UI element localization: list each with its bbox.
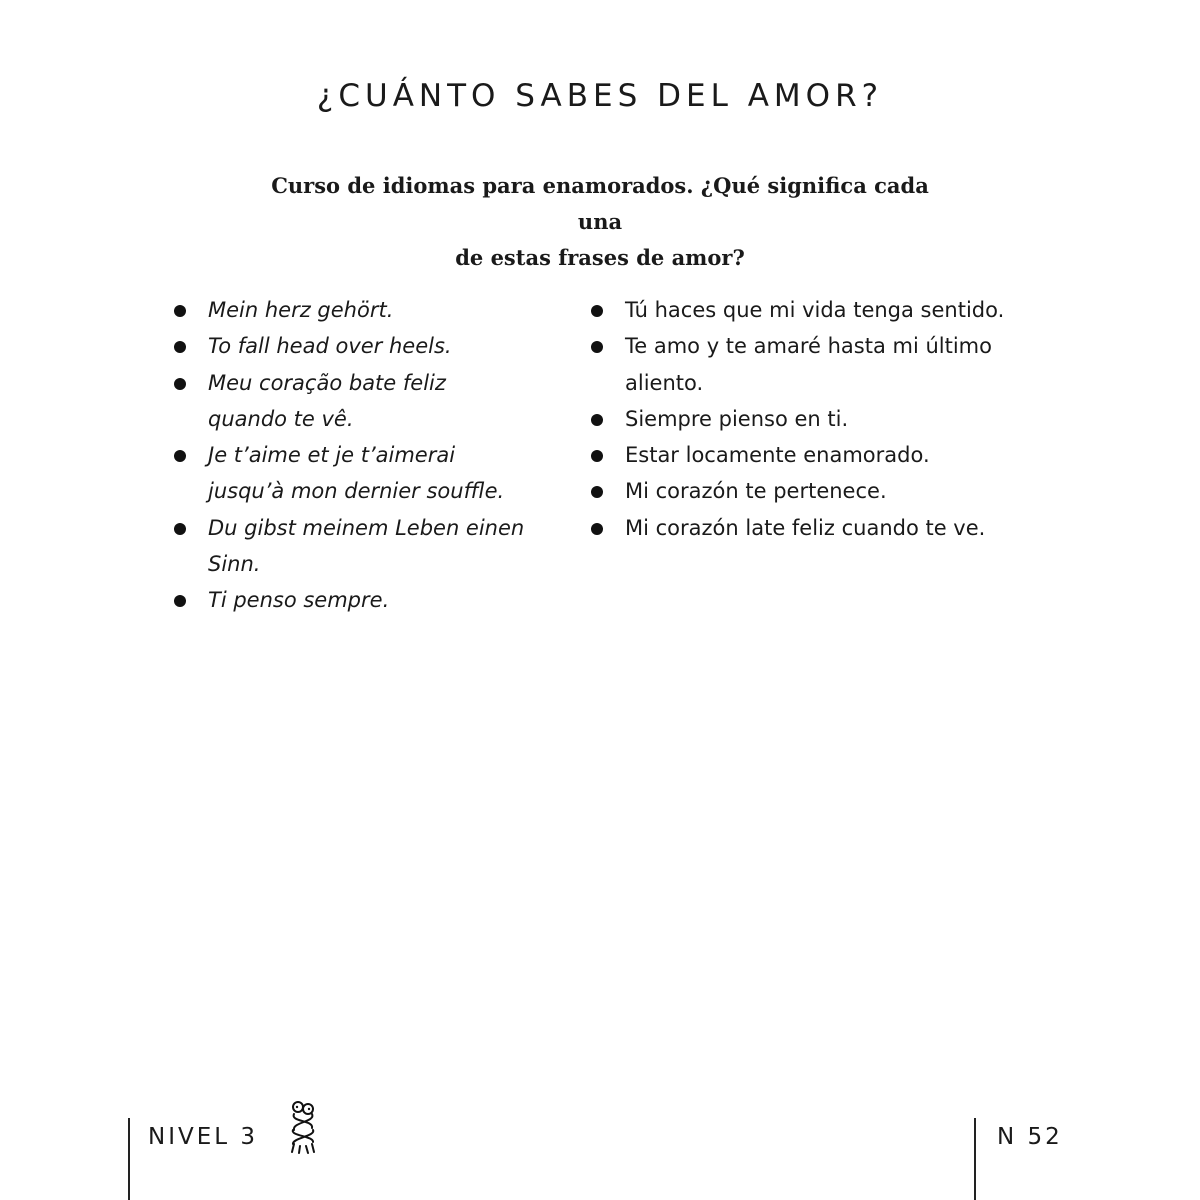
list-item [170,437,530,510]
bullet-icon [174,523,186,535]
footer-right-divider [974,1118,976,1200]
subtitle-line-1: Curso de idiomas para enamorados. ¿Qué significa cada una [271,173,929,234]
list-item [170,328,530,364]
bullet-icon [591,414,603,426]
list-item-text: Siempre pienso en ti. [625,406,849,431]
list-item-text: Ti penso sempre. [208,588,390,613]
list-item [170,582,530,618]
bullet-icon [174,341,186,353]
bullet-icon [174,595,186,607]
page-number: N 52 [997,1124,1063,1150]
list-item-text: Mi corazón late feliz cuando te ve. [625,515,986,540]
subtitle-line-2: de estas frases de amor? [455,245,745,270]
list-item [170,292,530,328]
list-item-text: Mi corazón te pertenece. [625,479,887,504]
list-item-text: Meu coração bate feliz quando te vê. [208,370,446,431]
bullet-icon [591,305,603,317]
list-item-text: Tú haces que mi vida tenga sentido. [625,298,1005,322]
page-title: ¿CUÁNTO SABES DEL AMOR? [316,78,884,114]
bullet-icon [591,523,603,535]
list-item [587,292,1047,328]
spanish-meanings-list [587,292,1047,546]
bullet-icon [591,450,603,462]
list-item-text: Je t’aime et je t’aimerai jusqu’à mon dernier souffle. [208,443,505,504]
list-item [587,473,1047,509]
bullet-icon [174,450,186,462]
footer-left-divider [128,1118,130,1200]
list-item [170,365,530,438]
list-item-text: Mein herz gehört. [208,298,394,322]
list-item-text: Du gibst meinem Leben einen Sinn. [208,515,525,577]
list-item [587,510,1047,546]
bullet-icon [174,305,186,317]
foreign-phrases-list [170,292,530,619]
list-item-text: Te amo y te amaré hasta mi último aliento. [625,334,992,395]
page-subtitle [250,168,950,276]
level-label: NIVEL 3 [148,1124,259,1150]
list-item [587,437,1047,473]
bullet-icon [591,341,603,353]
list-item [587,401,1047,437]
list-item [587,328,1047,401]
hugging-figures-icon [288,1100,318,1156]
bullet-icon [174,378,186,390]
list-item-text: Estar locamente enamorado. [625,443,930,468]
bullet-icon [591,486,603,498]
list-item-text: To fall head over heels. [208,334,452,359]
list-item [170,510,530,583]
